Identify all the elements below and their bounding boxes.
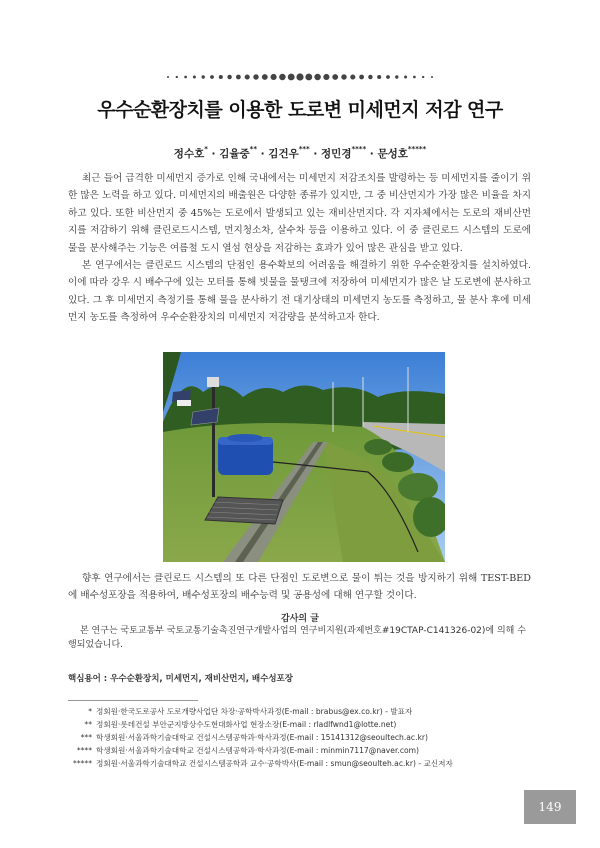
decorative-dot (219, 75, 223, 79)
decorative-dot (262, 74, 268, 80)
decorative-dot (193, 75, 196, 78)
decorative-dot (359, 75, 364, 80)
decorative-dot (368, 75, 372, 79)
decorative-dot (202, 75, 205, 78)
footnote-item (68, 744, 538, 757)
decorative-dot (184, 76, 187, 79)
author-name: 정민경 (321, 148, 352, 160)
author-separator: · (207, 148, 220, 160)
decorative-dot (323, 74, 329, 80)
author-separator: · (366, 148, 378, 160)
footnote-text: 학생회원·서울과학기술대학교 건설시스템공학과·학사과정(E-mail : minmin7117@naver.com) (96, 746, 419, 755)
author-affiliation-mark: **** (351, 145, 367, 153)
footnote-item (68, 705, 538, 718)
paragraph-3: 향후 연구에서는 클린로드 시스템의 또 다른 단점인 도로변으로 물이 튀는 것을 방지하기 위해 TEST-BED에 배수성포장을 적용하여, 배수성포장의 배수능력 및 공용성에 대해 연구할 것이다. (68, 573, 531, 602)
page-number: 149 (524, 790, 576, 824)
footnotes (68, 705, 538, 770)
decorative-dot (404, 75, 407, 78)
acknowledgement-text: 본 연구는 국토교통부 국토교통기술촉진연구개발사업의 연구비지원(과제번호#19CTAP-C141326-02)에 의해 수행되었습니다. (68, 626, 526, 650)
decorative-dot-row (0, 72, 600, 82)
decorative-dot (176, 76, 178, 78)
body-text-lower (68, 570, 531, 605)
footnote-text: 정회원·롯데건설 부안군지방상수도현대화사업 현장소장(E-mail : rladlfwnd1@lotte.net) (96, 720, 397, 729)
author-separator: · (309, 148, 322, 160)
decorative-dot (422, 76, 424, 78)
paragraph-1: 최근 들어 급격한 미세먼지 증가로 인해 국내에서는 미세먼지 저감조치를 발령하는 등 미세먼지를 줄이기 위한 많은 노력을 하고 있다. 미세먼지의 배출원은 다양한 종류가 있지만, 그 중 비산먼지가 가장 많은 비율을 차지하고 있다. 또한 비산먼지 중 45%는 도로에서 발생되고 있는 재비산먼지다. 각 지자체에서는 도로의 재비산먼지를 저감하기 위해 클린로드시스템, 먼지청소차, 살수차 등을 이용하고 있다. 이 중 클린로드 시스템의 도로에 물을 분사해주는 기능은 여름철 도시 열섬 현상을 저감하는 효과가 있어 많은 관심을 받고 있다. (68, 173, 531, 254)
footnote-mark: *** (80, 733, 92, 742)
decorative-dot (314, 74, 321, 81)
footnote-rule (68, 700, 198, 701)
author-affiliation-mark: * (204, 145, 208, 153)
footnote-text: 정회원·한국도로공사 도로개량사업단 차장·공학박사과정(E-mail : brabus@ex.co.kr) - 발표자 (96, 707, 413, 716)
paper-title: 우수순환장치를 이용한 도로변 미세먼지 저감 연구 (97, 99, 503, 121)
body-text-upper (68, 170, 531, 327)
footnote-item (68, 718, 538, 731)
footnote-mark: * (88, 707, 92, 716)
decorative-dot (245, 74, 250, 79)
decorative-dot (253, 74, 258, 79)
decorative-dot (431, 76, 433, 78)
decorative-dot (332, 74, 338, 80)
acknowledgement-title: 감사의 글 (281, 614, 319, 624)
decorative-dot (377, 75, 381, 79)
decorative-dot (210, 75, 214, 79)
decorative-dot (279, 74, 286, 81)
footnote-mark: **** (76, 746, 92, 755)
decorative-dot (395, 75, 398, 78)
author-affiliation-mark: ***** (407, 145, 427, 153)
decorative-dot (288, 74, 295, 81)
paragraph-2: 본 연구에서는 클린로드 시스템의 단점인 용수확보의 어려움을 해결하기 위한 우수순환장치를 설치하였다. 이에 따라 강우 시 배수구에 있는 모터를 통해 빗물을 물탱크에 저장하여 미세먼지가 많은 날 도로변에 분사하고 있다. 그 후 미세먼지 측정기를 통해 물을 분사하기 전 대기상태의 미세먼지 농도를 측정하고, 물 분사 후에 미세먼지 농도를 측정하여 우수순환장치의 미세먼지 저감량을 분석하고자 한다. (68, 260, 531, 324)
author-name: 문성호 (377, 148, 408, 160)
keywords: 핵심용어 : 우수순환장치, 미세먼지, 재비산먼지, 배수성포장 (68, 674, 293, 684)
author-separator: · (256, 148, 269, 160)
author-affiliation-mark: ** (249, 145, 257, 153)
footnote-item (68, 731, 538, 744)
decorative-dot (167, 76, 169, 78)
decorative-dot (386, 75, 390, 79)
author-name: 정수호 (173, 148, 205, 160)
footnote-mark: ** (84, 720, 92, 729)
decorative-dot (227, 75, 231, 79)
decorative-dot (296, 73, 303, 80)
footnote-mark: ***** (73, 759, 92, 768)
footnote-item (68, 757, 538, 770)
author-name: 김율중 (219, 148, 250, 160)
test-bed-photo (163, 352, 445, 562)
footnote-text: 학생회원·서울과학기술대학교 건설시스템공학과·학사과정(E-mail : 15141312@seoultech.ac.kr) (96, 733, 429, 742)
decorative-dot (305, 74, 312, 81)
author-affiliation-mark: *** (298, 145, 310, 153)
decorative-dot (350, 74, 355, 79)
decorative-dot (413, 76, 416, 79)
decorative-dot (236, 75, 241, 80)
author-name: 김건우 (268, 148, 299, 160)
decorative-dot (271, 74, 277, 80)
decorative-dot (341, 74, 346, 79)
footnote-text: 정회원·서울과학기술대학교 건설시스템공학과 교수·공학박사(E-mail : smun@seoulteh.ac.kr) - 교신저자 (96, 759, 453, 768)
author-list (0, 146, 600, 161)
